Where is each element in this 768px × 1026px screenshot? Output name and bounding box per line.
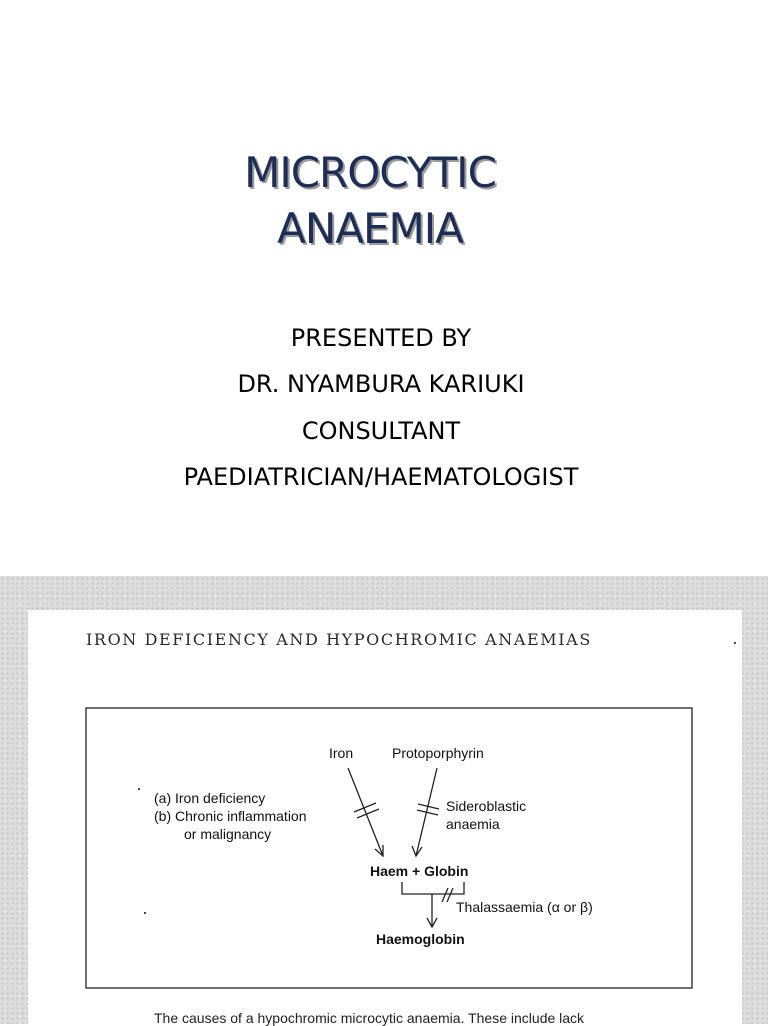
scan-speck (138, 788, 140, 790)
anaemia-causes-diagram (86, 708, 692, 988)
label-sideroblastic-2: anaemia (446, 816, 500, 832)
label-haemoglobin: Haemoglobin (376, 931, 465, 947)
presented-by-label: PRESENTED BY (290, 324, 472, 352)
protoporphyrin-block-mark-2 (417, 810, 438, 815)
scan-speck (734, 642, 736, 644)
presenter-role: CONSULTANT (301, 417, 461, 445)
haem-globin-bracket (402, 882, 464, 894)
thalassaemia-block-mark-2 (447, 888, 453, 902)
label-protoporphyrin: Protoporphyrin (392, 745, 484, 761)
slide-title-line-2: ANAEMIA (277, 204, 463, 253)
label-thalassaemia: Thalassaemia (α or β) (456, 899, 593, 915)
scan-caption: The causes of a hypochromic microcytic anaemia. These include lack (154, 1010, 585, 1026)
scan-speck (144, 912, 146, 914)
scanned-textbook-page (28, 610, 742, 1024)
label-haem-globin: Haem + Globin (370, 863, 469, 879)
thalassaemia-block-mark-1 (442, 888, 448, 902)
label-cause-b-continued: or malignancy (184, 826, 272, 842)
label-cause-a: (a) Iron deficiency (154, 790, 266, 806)
slide-bottom-section (0, 576, 768, 1024)
label-sideroblastic-1: Sideroblastic (446, 798, 527, 814)
presenter-specialty: PAEDIATRICIAN/HAEMATOLOGIST (183, 463, 579, 491)
label-iron: Iron (329, 745, 354, 761)
presenter-name: DR. NYAMBURA KARIUKI (237, 370, 525, 398)
iron-arrow-line (348, 768, 383, 856)
scan-heading: IRON DEFICIENCY AND HYPOCHROMIC ANAEMIAS (86, 630, 592, 649)
label-cause-b: (b) Chronic inflammation (154, 808, 307, 824)
slide-title-line-1: MICROCYTIC (244, 148, 496, 197)
